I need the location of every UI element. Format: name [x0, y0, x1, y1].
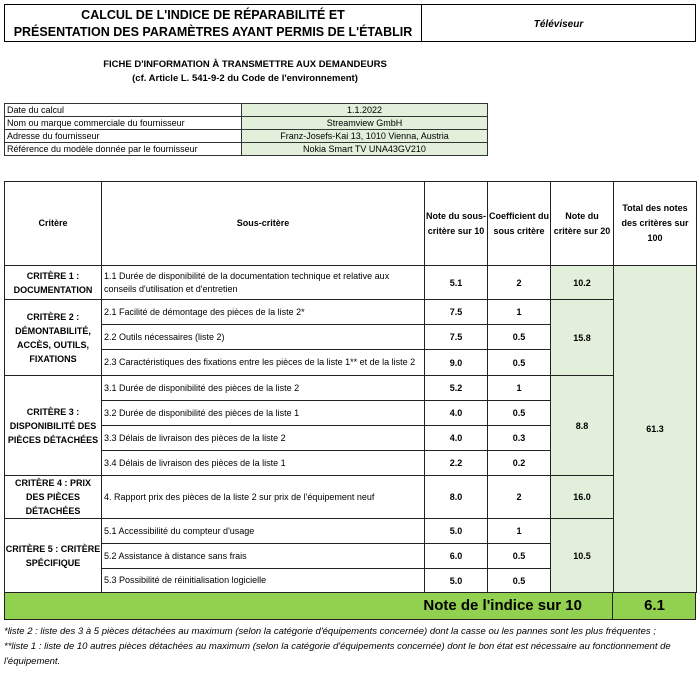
- header-row: [5, 182, 697, 266]
- info-value: Streamview GmbH: [242, 117, 488, 130]
- subcriterion-note: 8.0: [425, 476, 488, 519]
- subtitle: [60, 58, 430, 86]
- criterion-note: 8.8: [551, 376, 614, 476]
- title-line-2: PRÉSENTATION DES PARAMÈTRES AYANT PERMIS DE L'ÉTABLIR: [13, 25, 413, 39]
- subcriterion-label: 5.3 Possibilité de réinitialisation logicielle: [102, 569, 425, 593]
- criterion-name: CRITÈRE 2 : DÉMONTABILITÉ, ACCÈS, OUTILS, FIXATIONS: [5, 300, 102, 376]
- subcriterion-label: 3.2 Durée de disponibilité des pièces de la liste 1: [102, 401, 425, 426]
- info-value: Nokia Smart TV UNA43GV210: [242, 143, 488, 156]
- document-title: [4, 4, 422, 42]
- final-score-value: 6.1: [644, 597, 665, 614]
- table-row: [5, 376, 697, 401]
- info-label: Date du calcul: [5, 104, 242, 117]
- subcriterion-label: 1.1 Durée de disponibilité de la documentation technique et relative aux conseils d'utilisation et d'entretien: [102, 266, 425, 300]
- footnotes: [4, 624, 696, 669]
- header-note-critere: Note du critère sur 20: [551, 182, 614, 266]
- subcriterion-note: 5.0: [425, 519, 488, 544]
- subcriterion-note: 4.0: [425, 426, 488, 451]
- subcriterion-label: 5.2 Assistance à distance sans frais: [102, 544, 425, 569]
- header-sous-critere: Sous-critère: [102, 182, 425, 266]
- device-category: Téléviseur: [422, 4, 696, 42]
- info-label: Nom ou marque commerciale du fournisseur: [5, 117, 242, 130]
- subcriterion-coef: 0.3: [488, 426, 551, 451]
- info-row: [5, 104, 488, 117]
- header-coefficient: Coefficient du sous critère: [488, 182, 551, 266]
- criterion-note: 16.0: [551, 476, 614, 519]
- subcriterion-coef: 0.5: [488, 544, 551, 569]
- total-score: 61.3: [614, 266, 697, 593]
- subcriterion-label: 3.3 Délais de livraison des pièces de la liste 2: [102, 426, 425, 451]
- subcriterion-label: 2.3 Caractéristiques des fixations entre les pièces de la liste 1** et de la liste 2: [102, 350, 425, 376]
- table-row: [5, 519, 697, 544]
- criterion-name: CRITÈRE 5 : CRITÈRE SPÉCIFIQUE: [5, 519, 102, 593]
- subcriterion-note: 7.5: [425, 300, 488, 325]
- subcriterion-coef: 2: [488, 476, 551, 519]
- subcriterion-coef: 0.5: [488, 325, 551, 350]
- subcriterion-label: 2.1 Facilité de démontage des pièces de la liste 2*: [102, 300, 425, 325]
- subcriterion-coef: 2: [488, 266, 551, 300]
- info-label: Adresse du fournisseur: [5, 130, 242, 143]
- info-label: Référence du modèle donnée par le fournisseur: [5, 143, 242, 156]
- subcriterion-coef: 0.5: [488, 569, 551, 593]
- subcriterion-label: 3.1 Durée de disponibilité des pièces de la liste 2: [102, 376, 425, 401]
- subcriterion-coef: 1: [488, 300, 551, 325]
- subcriterion-label: 4. Rapport prix des pièces de la liste 2 sur prix de l'équipement neuf: [102, 476, 425, 519]
- table-row: [5, 300, 697, 325]
- subcriterion-label: 5.1 Accessibilité du compteur d'usage: [102, 519, 425, 544]
- criterion-note: 15.8: [551, 300, 614, 376]
- table-row: [5, 266, 697, 300]
- info-row: [5, 130, 488, 143]
- footnote-liste-1: **liste 1 : liste de 10 autres pièces détachées au maximum (selon la catégorie d'équipements concernée) dont le bon état est nécessaire au fonctionnement de l'équipement.: [4, 641, 671, 667]
- header-critere: Critère: [5, 182, 102, 266]
- subcriterion-note: 5.1: [425, 266, 488, 300]
- criterion-name: CRITÈRE 3 : DISPONIBILITÉ DES PIÈCES DÉTACHÉES: [5, 376, 102, 476]
- subcriterion-note: 5.0: [425, 569, 488, 593]
- subcriterion-coef: 0.5: [488, 401, 551, 426]
- subcriterion-label: 3.4 Délais de livraison des pièces de la liste 1: [102, 451, 425, 476]
- criterion-note: 10.5: [551, 519, 614, 593]
- criterion-note: 10.2: [551, 266, 614, 300]
- criteria-table: [4, 181, 697, 593]
- title-line-1: CALCUL DE L'INDICE DE RÉPARABILITÉ ET: [81, 8, 345, 22]
- subcriterion-note: 9.0: [425, 350, 488, 376]
- subcriterion-coef: 0.5: [488, 350, 551, 376]
- subcriterion-coef: 1: [488, 519, 551, 544]
- header-note-sous-critere: Note du sous-critère sur 10: [425, 182, 488, 266]
- info-value: 1.1.2022: [242, 104, 488, 117]
- subcriterion-coef: 1: [488, 376, 551, 401]
- final-score-label: Note de l'indice sur 10: [4, 592, 613, 620]
- table-row: [5, 476, 697, 519]
- criterion-name: CRITÈRE 4 : PRIX DES PIÈCES DÉTACHÉES: [5, 476, 102, 519]
- subcriterion-note: 4.0: [425, 401, 488, 426]
- info-table: [4, 103, 488, 156]
- subcriterion-coef: 0.2: [488, 451, 551, 476]
- header-total: Total des notes des critères sur 100: [614, 182, 697, 266]
- footnote-liste-2: *liste 2 : liste des 3 à 5 pièces détachées au maximum (selon la catégorie d'équipements concernée) dont la casse ou les pannes sont les plus fréquentes ;: [4, 626, 656, 637]
- criterion-name: CRITÈRE 1 : DOCUMENTATION: [5, 266, 102, 300]
- info-value: Franz-Josefs-Kai 13, 1010 Vienna, Austria: [242, 130, 488, 143]
- subcriterion-note: 6.0: [425, 544, 488, 569]
- subcriterion-note: 7.5: [425, 325, 488, 350]
- subcriterion-note: 5.2: [425, 376, 488, 401]
- subcriterion-label: 2.2 Outils nécessaires (liste 2): [102, 325, 425, 350]
- subtitle-line-1: FICHE D'INFORMATION À TRANSMETTRE AUX DEMANDEURS: [103, 59, 387, 70]
- info-row: [5, 117, 488, 130]
- info-row: [5, 143, 488, 156]
- subtitle-line-2: (cf. Article L. 541-9-2 du Code de l'environnement): [132, 73, 358, 84]
- subcriterion-note: 2.2: [425, 451, 488, 476]
